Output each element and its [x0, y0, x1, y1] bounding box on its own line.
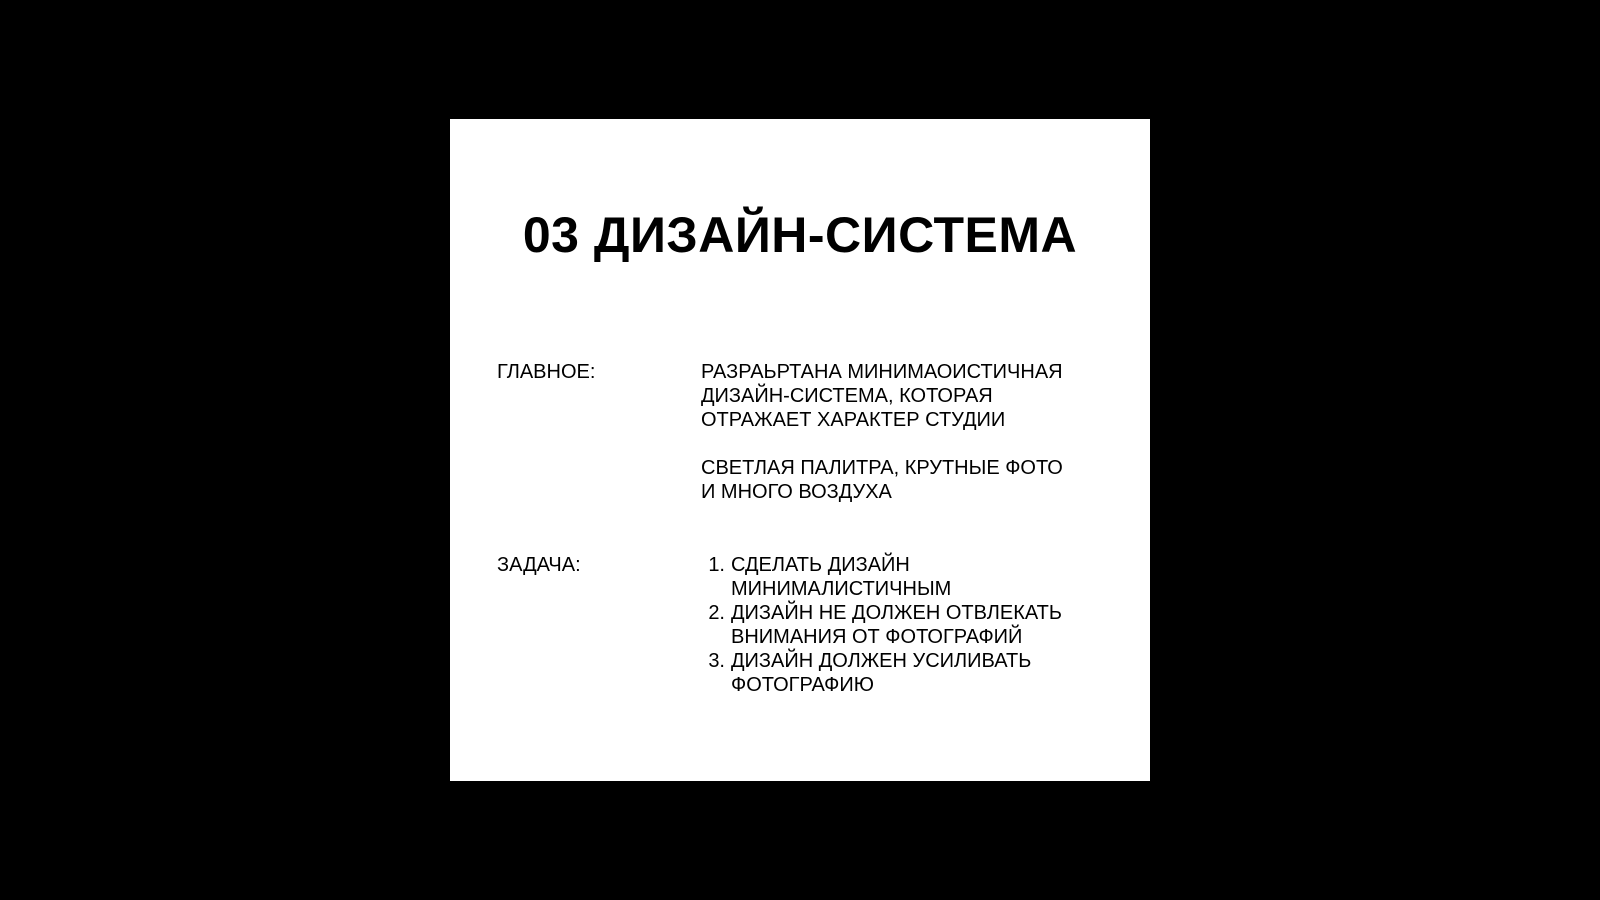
slide-title: 03 ДИЗАЙН-СИСТЕМА [522, 207, 1078, 263]
task-text: ДИЗАЙН ДОЛЖЕН УСИЛИВАТЬ ФОТОГРАФИЮ [731, 650, 1032, 696]
task-number: 2. [708, 602, 725, 624]
main-paragraph: СВЕТЛАЯ ПАЛИТРА, КРУТНЫЕ ФОТО И МНОГО ВОЗДУХА [701, 457, 1063, 503]
task-item [701, 601, 1121, 649]
slide-card [450, 119, 1150, 781]
task-item [701, 553, 1121, 601]
task-content [701, 553, 1121, 697]
task-text: СДЕЛАТЬ ДИЗАЙН МИНИМАЛИСТИЧНЫМ [731, 554, 952, 600]
task-text: ДИЗАЙН НЕ ДОЛЖЕН ОТВЛЕКАТЬ ВНИМАНИЯ ОТ ФОТОГРАФИЙ [731, 602, 1062, 648]
task-number: 1. [708, 554, 725, 576]
task-label: ЗАДАЧА: [497, 554, 581, 576]
task-item [701, 649, 1121, 697]
task-number: 3. [708, 650, 725, 672]
task-list [701, 553, 1121, 697]
main-label: ГЛАВНОЕ: [497, 361, 596, 383]
main-content [701, 360, 1121, 504]
main-paragraph: РАЗРАЬРТАНА МИНИМАОИСТИЧНАЯ ДИЗАЙН-СИСТЕМА, КОТОРАЯ ОТРАЖАЕТ ХАРАКТЕР СТУДИИ [701, 361, 1063, 431]
